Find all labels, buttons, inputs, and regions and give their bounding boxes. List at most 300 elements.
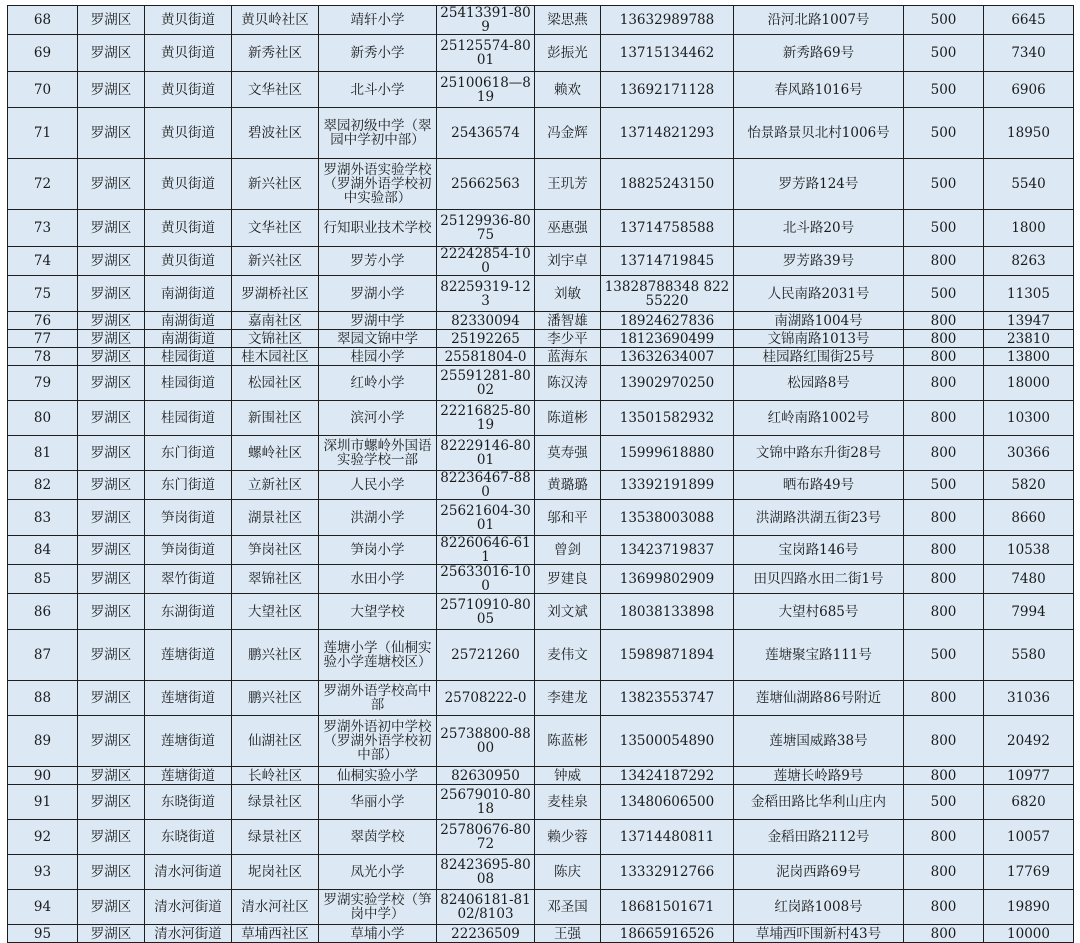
cell-street: 东门街道 [145, 471, 232, 500]
cell-no: 78 [8, 348, 78, 366]
cell-street: 莲塘街道 [145, 681, 232, 716]
cell-no: 77 [8, 330, 78, 348]
cell-area: 18950 [984, 108, 1074, 159]
cell-amount: 800 [904, 366, 984, 401]
cell-contact: 刘敏 [535, 276, 601, 312]
cell-school: 罗湖外语初中学校（罗湖外语学校初中部） [319, 716, 437, 767]
cell-contact: 陈道彬 [535, 401, 601, 436]
cell-area: 19890 [984, 890, 1074, 925]
cell-no: 90 [8, 767, 78, 785]
cell-street: 清水河街道 [145, 855, 232, 890]
cell-phone: 25738800-8800 [437, 716, 535, 767]
cell-phone: 25125574-8001 [437, 35, 535, 72]
cell-community: 湖景社区 [232, 500, 319, 536]
cell-address: 莲塘仙湖路86号附近 [734, 681, 904, 716]
cell-phone: 25708222-0 [437, 681, 535, 716]
cell-district: 罗湖区 [78, 536, 145, 565]
cell-district: 罗湖区 [78, 471, 145, 500]
cell-address: 莲塘国威路38号 [734, 716, 904, 767]
cell-school: 靖轩小学 [319, 6, 437, 35]
cell-district: 罗湖区 [78, 72, 145, 108]
cell-school: 翠茵学校 [319, 820, 437, 855]
cell-area: 7340 [984, 35, 1074, 72]
cell-contact: 邬和平 [535, 500, 601, 536]
cell-school: 罗湖中学 [319, 312, 437, 330]
cell-district: 罗湖区 [78, 330, 145, 348]
table-row [8, 330, 1074, 348]
cell-street: 黄贝街道 [145, 72, 232, 108]
table-row [8, 855, 1074, 890]
cell-address: 红岗路1008号 [734, 890, 904, 925]
cell-amount: 500 [904, 35, 984, 72]
cell-phone: 22236509 [437, 925, 535, 943]
cell-community: 桂木园社区 [232, 348, 319, 366]
cell-street: 桂园街道 [145, 348, 232, 366]
cell-amount: 500 [904, 159, 984, 210]
table-row [8, 500, 1074, 536]
cell-district: 罗湖区 [78, 716, 145, 767]
cell-area: 10300 [984, 401, 1074, 436]
cell-street: 南湖街道 [145, 330, 232, 348]
cell-no: 85 [8, 565, 78, 594]
cell-address: 莲塘长岭路9号 [734, 767, 904, 785]
cell-address: 文锦南路1013号 [734, 330, 904, 348]
cell-address: 金稻田路2112号 [734, 820, 904, 855]
cell-area: 5820 [984, 471, 1074, 500]
cell-contact: 陈庆 [535, 855, 601, 890]
cell-school: 草埔小学 [319, 925, 437, 943]
cell-school: 行知职业技术学校 [319, 210, 437, 247]
cell-address: 罗芳路124号 [734, 159, 904, 210]
cell-district: 罗湖区 [78, 767, 145, 785]
cell-amount: 500 [904, 630, 984, 681]
cell-phone: 82259319-123 [437, 276, 535, 312]
cell-phone: 25721260 [437, 630, 535, 681]
cell-area: 8660 [984, 500, 1074, 536]
table-row [8, 108, 1074, 159]
cell-street: 南湖街道 [145, 276, 232, 312]
cell-mobile: 13823553747 [601, 681, 734, 716]
cell-contact: 黄璐璐 [535, 471, 601, 500]
cell-mobile: 13538003088 [601, 500, 734, 536]
cell-school: 罗湖外语实验学校（罗湖外语学校初中实验部） [319, 159, 437, 210]
cell-area: 13800 [984, 348, 1074, 366]
cell-phone: 25591281-8002 [437, 366, 535, 401]
cell-area: 13947 [984, 312, 1074, 330]
cell-contact: 刘宇卓 [535, 247, 601, 276]
cell-district: 罗湖区 [78, 785, 145, 820]
cell-area: 10538 [984, 536, 1074, 565]
cell-no: 70 [8, 72, 78, 108]
table-row [8, 276, 1074, 312]
cell-no: 71 [8, 108, 78, 159]
cell-address: 罗芳路39号 [734, 247, 904, 276]
cell-no: 72 [8, 159, 78, 210]
cell-mobile: 18038133898 [601, 594, 734, 630]
cell-amount: 800 [904, 681, 984, 716]
cell-no: 74 [8, 247, 78, 276]
cell-phone: 82630950 [437, 767, 535, 785]
cell-district: 罗湖区 [78, 630, 145, 681]
cell-no: 94 [8, 890, 78, 925]
table-row [8, 6, 1074, 35]
cell-contact: 曾剑 [535, 536, 601, 565]
cell-amount: 500 [904, 210, 984, 247]
cell-no: 87 [8, 630, 78, 681]
cell-amount: 500 [904, 471, 984, 500]
cell-area: 10057 [984, 820, 1074, 855]
cell-street: 桂园街道 [145, 401, 232, 436]
cell-address: 春风路1016号 [734, 72, 904, 108]
cell-area: 6906 [984, 72, 1074, 108]
cell-phone: 25633016-100 [437, 565, 535, 594]
cell-community: 绿景社区 [232, 820, 319, 855]
cell-mobile: 15999618880 [601, 436, 734, 471]
cell-contact: 刘文斌 [535, 594, 601, 630]
table-row [8, 785, 1074, 820]
cell-phone: 82330094 [437, 312, 535, 330]
cell-no: 91 [8, 785, 78, 820]
cell-no: 81 [8, 436, 78, 471]
cell-contact: 邓圣国 [535, 890, 601, 925]
cell-contact: 陈汉涛 [535, 366, 601, 401]
cell-amount: 800 [904, 348, 984, 366]
cell-community: 长岭社区 [232, 767, 319, 785]
cell-area: 7480 [984, 565, 1074, 594]
table-row [8, 159, 1074, 210]
cell-contact: 冯金辉 [535, 108, 601, 159]
cell-no: 82 [8, 471, 78, 500]
cell-street: 东门街道 [145, 436, 232, 471]
cell-contact: 王强 [535, 925, 601, 943]
table-row [8, 767, 1074, 785]
table-row [8, 436, 1074, 471]
cell-district: 罗湖区 [78, 436, 145, 471]
cell-address: 金稻田路比华利山庄内 [734, 785, 904, 820]
cell-area: 1800 [984, 210, 1074, 247]
cell-phone: 22242854-100 [437, 247, 535, 276]
cell-area: 6820 [984, 785, 1074, 820]
cell-no: 73 [8, 210, 78, 247]
table-row [8, 72, 1074, 108]
cell-phone: 25621604-3001 [437, 500, 535, 536]
table-row [8, 247, 1074, 276]
cell-contact: 罗建良 [535, 565, 601, 594]
cell-mobile: 18924627836 [601, 312, 734, 330]
cell-area: 7994 [984, 594, 1074, 630]
cell-school: 红岭小学 [319, 366, 437, 401]
cell-street: 莲塘街道 [145, 767, 232, 785]
cell-contact: 赖少蓉 [535, 820, 601, 855]
cell-street: 莲塘街道 [145, 630, 232, 681]
cell-mobile: 13714719845 [601, 247, 734, 276]
cell-address: 松园路8号 [734, 366, 904, 401]
cell-contact: 麦桂泉 [535, 785, 601, 820]
table-row [8, 210, 1074, 247]
table-row [8, 401, 1074, 436]
cell-phone: 82423695-8008 [437, 855, 535, 890]
cell-street: 黄贝街道 [145, 35, 232, 72]
cell-community: 新秀社区 [232, 35, 319, 72]
cell-community: 文锦社区 [232, 330, 319, 348]
cell-address: 南湖路1004号 [734, 312, 904, 330]
table-row [8, 681, 1074, 716]
cell-school: 凤光小学 [319, 855, 437, 890]
cell-mobile: 18123690499 [601, 330, 734, 348]
cell-mobile: 13632989788 [601, 6, 734, 35]
cell-community: 松园社区 [232, 366, 319, 401]
cell-street: 东晓街道 [145, 785, 232, 820]
cell-school: 笋岗小学 [319, 536, 437, 565]
cell-phone: 82406181-8102/8103 [437, 890, 535, 925]
cell-phone: 25413391-809 [437, 6, 535, 35]
table-row [8, 471, 1074, 500]
cell-address: 草埔西吓围新村43号 [734, 925, 904, 943]
cell-street: 清水河街道 [145, 925, 232, 943]
cell-phone: 22216825-8019 [437, 401, 535, 436]
cell-phone: 25662563 [437, 159, 535, 210]
cell-address: 文锦中路东升街28号 [734, 436, 904, 471]
cell-phone: 82260646-611 [437, 536, 535, 565]
cell-no: 88 [8, 681, 78, 716]
cell-address: 洪湖路洪湖五街23号 [734, 500, 904, 536]
cell-district: 罗湖区 [78, 820, 145, 855]
cell-contact: 李建龙 [535, 681, 601, 716]
cell-amount: 500 [904, 6, 984, 35]
cell-community: 笋岗社区 [232, 536, 319, 565]
cell-community: 翠锦社区 [232, 565, 319, 594]
table-row [8, 348, 1074, 366]
cell-phone: 82236467-880 [437, 471, 535, 500]
cell-school: 罗芳小学 [319, 247, 437, 276]
cell-amount: 500 [904, 276, 984, 312]
cell-community: 新围社区 [232, 401, 319, 436]
cell-mobile: 13714821293 [601, 108, 734, 159]
cell-mobile: 13714758588 [601, 210, 734, 247]
table-row [8, 565, 1074, 594]
cell-district: 罗湖区 [78, 35, 145, 72]
cell-school: 人民小学 [319, 471, 437, 500]
cell-mobile: 13332912766 [601, 855, 734, 890]
cell-district: 罗湖区 [78, 594, 145, 630]
cell-amount: 800 [904, 890, 984, 925]
cell-school: 翠园文锦中学 [319, 330, 437, 348]
cell-community: 清水河社区 [232, 890, 319, 925]
cell-street: 黄贝街道 [145, 247, 232, 276]
cell-address: 晒布路49号 [734, 471, 904, 500]
table-row [8, 716, 1074, 767]
cell-street: 莲塘街道 [145, 716, 232, 767]
cell-area: 10977 [984, 767, 1074, 785]
cell-no: 79 [8, 366, 78, 401]
cell-address: 怡景路景贝北村1006号 [734, 108, 904, 159]
cell-school: 仙桐实验小学 [319, 767, 437, 785]
cell-community: 黄贝岭社区 [232, 6, 319, 35]
cell-address: 田贝四路水田二街1号 [734, 565, 904, 594]
cell-no: 80 [8, 401, 78, 436]
cell-area: 6645 [984, 6, 1074, 35]
cell-contact: 陈蓝彬 [535, 716, 601, 767]
cell-amount: 800 [904, 820, 984, 855]
cell-district: 罗湖区 [78, 890, 145, 925]
cell-school: 大望学校 [319, 594, 437, 630]
cell-no: 69 [8, 35, 78, 72]
cell-address: 宝岗路146号 [734, 536, 904, 565]
cell-school: 桂园小学 [319, 348, 437, 366]
cell-area: 30366 [984, 436, 1074, 471]
cell-phone: 25100618—819 [437, 72, 535, 108]
cell-mobile: 13714480811 [601, 820, 734, 855]
cell-no: 95 [8, 925, 78, 943]
cell-contact: 巫惠强 [535, 210, 601, 247]
cell-school: 北斗小学 [319, 72, 437, 108]
cell-street: 黄贝街道 [145, 6, 232, 35]
cell-school: 华丽小学 [319, 785, 437, 820]
cell-district: 罗湖区 [78, 247, 145, 276]
cell-school: 深圳市螺岭外国语实验学校一部 [319, 436, 437, 471]
cell-mobile: 13500054890 [601, 716, 734, 767]
cell-community: 新兴社区 [232, 159, 319, 210]
cell-street: 东晓街道 [145, 820, 232, 855]
cell-district: 罗湖区 [78, 276, 145, 312]
cell-school: 罗湖外语学校高中部 [319, 681, 437, 716]
cell-district: 罗湖区 [78, 312, 145, 330]
cell-phone: 25780676-8072 [437, 820, 535, 855]
cell-no: 75 [8, 276, 78, 312]
table-body [8, 6, 1074, 943]
cell-community: 罗湖桥社区 [232, 276, 319, 312]
cell-mobile: 18825243150 [601, 159, 734, 210]
cell-address: 大望村685号 [734, 594, 904, 630]
cell-street: 黄贝街道 [145, 159, 232, 210]
cell-mobile: 13501582932 [601, 401, 734, 436]
cell-street: 笋岗街道 [145, 536, 232, 565]
cell-street: 桂园街道 [145, 366, 232, 401]
cell-community: 嘉南社区 [232, 312, 319, 330]
cell-area: 10000 [984, 925, 1074, 943]
cell-mobile: 18665916526 [601, 925, 734, 943]
cell-community: 文华社区 [232, 72, 319, 108]
cell-community: 仙湖社区 [232, 716, 319, 767]
cell-address: 人民南路2031号 [734, 276, 904, 312]
cell-district: 罗湖区 [78, 6, 145, 35]
cell-school: 罗湖小学 [319, 276, 437, 312]
cell-no: 76 [8, 312, 78, 330]
cell-amount: 800 [904, 247, 984, 276]
cell-amount: 800 [904, 401, 984, 436]
cell-amount: 500 [904, 108, 984, 159]
cell-mobile: 13828788348 82255220 [601, 276, 734, 312]
cell-address: 红岭南路1002号 [734, 401, 904, 436]
cell-amount: 500 [904, 72, 984, 108]
cell-district: 罗湖区 [78, 348, 145, 366]
cell-community: 大望社区 [232, 594, 319, 630]
cell-address: 北斗路20号 [734, 210, 904, 247]
cell-contact: 彭振光 [535, 35, 601, 72]
cell-mobile: 13480606500 [601, 785, 734, 820]
cell-phone: 25581804-0 [437, 348, 535, 366]
cell-amount: 800 [904, 716, 984, 767]
cell-school: 罗湖实验学校（笋岗中学） [319, 890, 437, 925]
cell-school: 翠园初级中学（翠园中学初中部） [319, 108, 437, 159]
cell-address: 桂园路红围街25号 [734, 348, 904, 366]
cell-street: 笋岗街道 [145, 500, 232, 536]
cell-amount: 800 [904, 536, 984, 565]
cell-area: 31036 [984, 681, 1074, 716]
cell-community: 文华社区 [232, 210, 319, 247]
cell-street: 黄贝街道 [145, 108, 232, 159]
cell-contact: 钟威 [535, 767, 601, 785]
cell-no: 93 [8, 855, 78, 890]
cell-area: 5540 [984, 159, 1074, 210]
cell-phone: 25436574 [437, 108, 535, 159]
cell-district: 罗湖区 [78, 681, 145, 716]
cell-community: 草埔西社区 [232, 925, 319, 943]
table-row [8, 594, 1074, 630]
table-row [8, 820, 1074, 855]
cell-no: 83 [8, 500, 78, 536]
cell-street: 黄贝街道 [145, 210, 232, 247]
cell-area: 20492 [984, 716, 1074, 767]
cell-amount: 800 [904, 855, 984, 890]
cell-school: 莲塘小学（仙桐实验小学莲塘校区） [319, 630, 437, 681]
table-row [8, 366, 1074, 401]
table-row [8, 890, 1074, 925]
cell-area: 11305 [984, 276, 1074, 312]
cell-mobile: 18681501671 [601, 890, 734, 925]
cell-amount: 800 [904, 565, 984, 594]
cell-contact: 王玑芳 [535, 159, 601, 210]
cell-mobile: 13699802909 [601, 565, 734, 594]
cell-street: 东湖街道 [145, 594, 232, 630]
cell-mobile: 13424187292 [601, 767, 734, 785]
cell-district: 罗湖区 [78, 500, 145, 536]
cell-school: 新秀小学 [319, 35, 437, 72]
cell-area: 18000 [984, 366, 1074, 401]
cell-community: 碧波社区 [232, 108, 319, 159]
cell-contact: 赖欢 [535, 72, 601, 108]
cell-district: 罗湖区 [78, 108, 145, 159]
cell-contact: 麦伟文 [535, 630, 601, 681]
cell-contact: 蓝海东 [535, 348, 601, 366]
cell-mobile: 13902970250 [601, 366, 734, 401]
cell-contact: 莫寿强 [535, 436, 601, 471]
cell-street: 翠竹街道 [145, 565, 232, 594]
cell-area: 17769 [984, 855, 1074, 890]
cell-mobile: 13423719837 [601, 536, 734, 565]
cell-street: 南湖街道 [145, 312, 232, 330]
cell-community: 绿景社区 [232, 785, 319, 820]
cell-mobile: 13392191899 [601, 471, 734, 500]
cell-amount: 800 [904, 925, 984, 943]
cell-phone: 82229146-8001 [437, 436, 535, 471]
cell-school: 水田小学 [319, 565, 437, 594]
cell-community: 立新社区 [232, 471, 319, 500]
cell-phone: 25679010-8018 [437, 785, 535, 820]
cell-amount: 800 [904, 436, 984, 471]
cell-phone: 25129936-8075 [437, 210, 535, 247]
table-row [8, 536, 1074, 565]
cell-no: 89 [8, 716, 78, 767]
cell-contact: 李少平 [535, 330, 601, 348]
cell-address: 泥岗西路69号 [734, 855, 904, 890]
cell-amount: 800 [904, 594, 984, 630]
cell-address: 莲塘聚宝路111号 [734, 630, 904, 681]
cell-mobile: 15989871894 [601, 630, 734, 681]
cell-district: 罗湖区 [78, 210, 145, 247]
cell-district: 罗湖区 [78, 925, 145, 943]
cell-mobile: 13715134462 [601, 35, 734, 72]
